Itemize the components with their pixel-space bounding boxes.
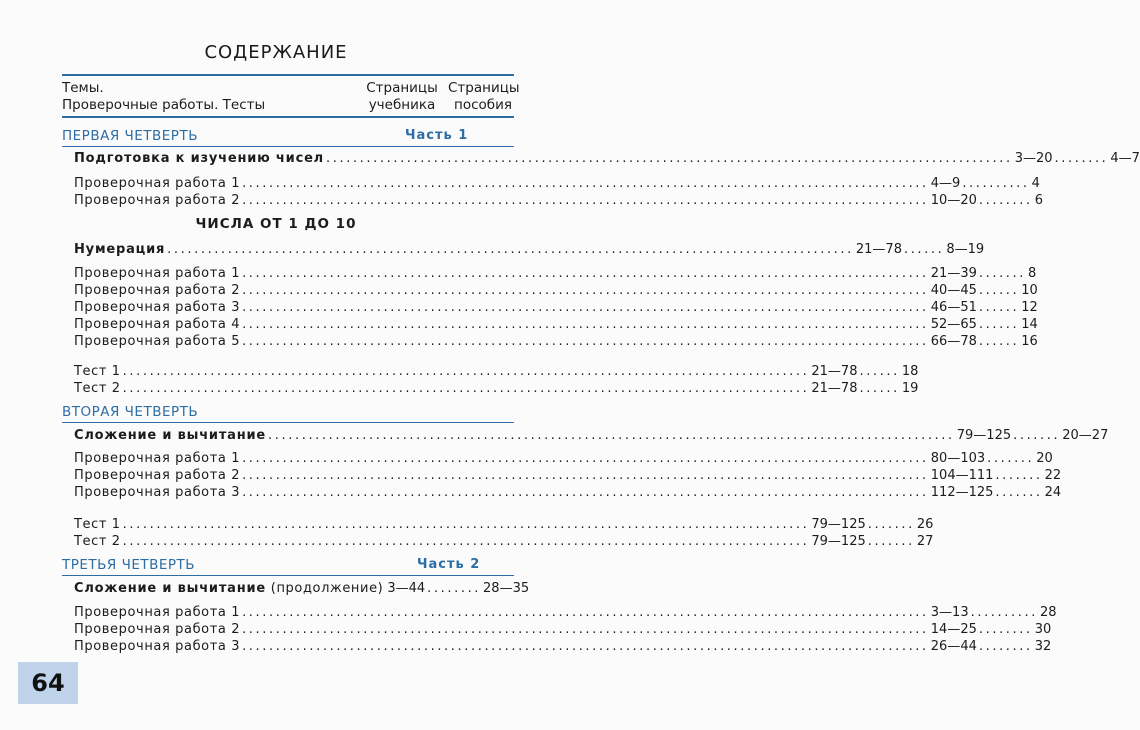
workbook-pages: 12 bbox=[1021, 300, 1038, 315]
workbook-pages: 14 bbox=[1021, 317, 1038, 332]
leader-dots bbox=[123, 517, 810, 532]
toc-row-label: Сложение и вычитание bbox=[74, 581, 267, 596]
toc-row-label: Проверочная работа 4 bbox=[74, 317, 241, 332]
leader-dots-2: ........ bbox=[978, 622, 1033, 637]
toc-row bbox=[74, 282, 1038, 298]
textbook-pages: 26—44 bbox=[930, 639, 977, 654]
leader-dots-2: .......... bbox=[962, 176, 1030, 191]
toc-row-label-suffix: (продолжение) bbox=[266, 581, 384, 596]
leader-dots-2: ........ bbox=[427, 581, 482, 596]
leader-dots-2: ...... bbox=[859, 364, 900, 379]
part-1-label: Часть 1 bbox=[405, 128, 469, 143]
toc-row bbox=[74, 192, 1044, 208]
textbook-pages: 52—65 bbox=[930, 317, 977, 332]
textbook-pages: 112—125 bbox=[930, 485, 994, 500]
workbook-pages: 4—7 bbox=[1110, 151, 1140, 166]
leader-dots bbox=[242, 266, 929, 281]
toc-row-label: Проверочная работа 2 bbox=[74, 193, 241, 208]
toc-row bbox=[74, 363, 919, 379]
leader-dots bbox=[123, 364, 810, 379]
toc-row-label: Сложение и вычитание bbox=[74, 428, 267, 443]
header-tests-label: Проверочные работы. Тесты bbox=[62, 97, 266, 113]
workbook-pages: 6 bbox=[1034, 193, 1044, 208]
leader-dots-2: ........ bbox=[978, 193, 1033, 208]
toc-row bbox=[74, 316, 1038, 332]
textbook-pages: 40—45 bbox=[930, 283, 977, 298]
toc-row bbox=[74, 175, 1040, 191]
toc-row bbox=[74, 484, 1062, 500]
workbook-pages: 20—27 bbox=[1062, 428, 1109, 443]
workbook-pages: 10 bbox=[1021, 283, 1038, 298]
leader-dots bbox=[242, 639, 929, 654]
workbook-pages: 8 bbox=[1028, 266, 1037, 281]
textbook-pages: 79—125 bbox=[811, 517, 866, 532]
leader-dots-2: ...... bbox=[859, 381, 900, 396]
leader-dots bbox=[242, 193, 929, 208]
leader-dots bbox=[242, 283, 929, 298]
leader-dots-2: ....... bbox=[995, 485, 1043, 500]
textbook-pages: 21—78 bbox=[811, 364, 858, 379]
leader-dots-2: ....... bbox=[987, 451, 1035, 466]
toc-row-label: Проверочная работа 3 bbox=[74, 485, 241, 500]
workbook-pages: 30 bbox=[1034, 622, 1052, 637]
leader-dots-2: ...... bbox=[978, 317, 1020, 332]
workbook-pages: 8—19 bbox=[946, 242, 985, 257]
header-workbook-pages bbox=[448, 80, 518, 114]
header-topics bbox=[62, 80, 265, 114]
textbook-pages: 21—78 bbox=[811, 381, 858, 396]
toc-row bbox=[74, 333, 1038, 349]
toc-row-label: Проверочная работа 2 bbox=[74, 468, 241, 483]
textbook-pages: 10—20 bbox=[930, 193, 977, 208]
leader-dots-2: ...... bbox=[978, 334, 1020, 349]
workbook-pages: 26 bbox=[916, 517, 934, 532]
header-bottom-rule bbox=[62, 116, 514, 118]
leader-dots-2: ....... bbox=[978, 266, 1027, 281]
leader-dots bbox=[242, 605, 929, 620]
toc-row bbox=[74, 580, 530, 596]
leader-dots bbox=[242, 300, 929, 315]
toc-row-label: Проверочная работа 3 bbox=[74, 639, 241, 654]
toc-row bbox=[74, 299, 1038, 315]
workbook-pages: 19 bbox=[901, 381, 919, 396]
textbook-pages: 66—78 bbox=[930, 334, 977, 349]
leader-dots-2: ........ bbox=[1054, 151, 1109, 166]
leader-dots-2: ...... bbox=[903, 242, 945, 257]
textbook-pages: 104—111 bbox=[930, 468, 994, 483]
toc-row-label: Проверочная работа 1 bbox=[74, 605, 241, 620]
toc-row-label: Подготовка к изучению чисел bbox=[74, 151, 325, 166]
leader-dots bbox=[242, 451, 929, 466]
leader-dots bbox=[242, 468, 929, 483]
header-workbook-line1: Страницы bbox=[448, 80, 520, 96]
textbook-pages: 3—20 bbox=[1014, 151, 1053, 166]
textbook-pages: 3—44 bbox=[387, 581, 426, 596]
leader-dots bbox=[268, 428, 955, 443]
textbook-pages: 3—13 bbox=[930, 605, 969, 620]
toc-row bbox=[74, 533, 934, 549]
header-textbook-line1: Страницы bbox=[366, 80, 438, 96]
textbook-pages: 14—25 bbox=[930, 622, 977, 637]
toc-row-label: Тест 1 bbox=[74, 364, 121, 379]
workbook-pages: 22 bbox=[1044, 468, 1062, 483]
workbook-pages: 18 bbox=[901, 364, 919, 379]
workbook-pages: 27 bbox=[916, 534, 934, 549]
textbook-pages: 21—39 bbox=[930, 266, 977, 281]
workbook-pages: 4 bbox=[1031, 176, 1040, 191]
toc-row bbox=[74, 265, 1037, 281]
workbook-pages: 20 bbox=[1036, 451, 1053, 466]
leader-dots bbox=[123, 381, 810, 396]
textbook-pages: 21—78 bbox=[855, 242, 902, 257]
toc-row bbox=[74, 241, 985, 257]
leader-dots bbox=[326, 151, 1013, 166]
toc-row bbox=[74, 380, 919, 396]
workbook-pages: 28—35 bbox=[483, 581, 530, 596]
toc-row-label: Проверочная работа 1 bbox=[74, 266, 241, 281]
quarter-3-title: ТРЕТЬЯ ЧЕТВЕРТЬ bbox=[62, 557, 196, 573]
leader-dots-2: ....... bbox=[995, 468, 1043, 483]
toc-row bbox=[74, 467, 1062, 483]
leader-dots bbox=[242, 622, 929, 637]
toc-row-label: Проверочная работа 2 bbox=[74, 283, 241, 298]
part-2-label: Часть 2 bbox=[417, 557, 481, 572]
workbook-pages: 28 bbox=[1039, 605, 1057, 620]
textbook-pages: 79—125 bbox=[811, 534, 866, 549]
quarter-2-title: ВТОРАЯ ЧЕТВЕРТЬ bbox=[62, 404, 199, 420]
leader-dots-2: ........ bbox=[978, 639, 1033, 654]
textbook-pages: 46—51 bbox=[930, 300, 977, 315]
toc-row-label: Тест 2 bbox=[74, 381, 121, 396]
toc-row-label: Проверочная работа 1 bbox=[74, 451, 241, 466]
quarter-3-rule bbox=[62, 575, 514, 576]
toc-row bbox=[74, 638, 1052, 654]
leader-dots-2: ...... bbox=[978, 300, 1020, 315]
leader-dots-2: ....... bbox=[1013, 428, 1061, 443]
toc-row-label: Проверочная работа 1 bbox=[74, 176, 241, 191]
header-top-rule bbox=[62, 74, 514, 76]
leader-dots bbox=[242, 317, 929, 332]
page-number: 64 bbox=[18, 662, 78, 704]
quarter-1-rule bbox=[62, 146, 514, 147]
leader-dots-2: .......... bbox=[970, 605, 1038, 620]
toc-row bbox=[74, 621, 1052, 637]
toc-row bbox=[74, 516, 934, 532]
header-topics-label: Темы. bbox=[62, 80, 104, 96]
quarter-2-rule bbox=[62, 422, 514, 423]
leader-dots bbox=[123, 534, 810, 549]
workbook-pages: 24 bbox=[1044, 485, 1062, 500]
toc-row-label: Нумерация bbox=[74, 242, 166, 257]
page-title: СОДЕРЖАНИЕ bbox=[204, 42, 348, 63]
textbook-pages: 4—9 bbox=[930, 176, 961, 191]
leader-dots bbox=[167, 242, 854, 257]
leader-dots bbox=[242, 485, 929, 500]
workbook-pages: 32 bbox=[1034, 639, 1052, 654]
toc-row bbox=[74, 150, 1140, 166]
workbook-pages: 16 bbox=[1021, 334, 1038, 349]
textbook-pages: 79—125 bbox=[956, 428, 1012, 443]
toc-row bbox=[74, 450, 1053, 466]
quarter-1-title: ПЕРВАЯ ЧЕТВЕРТЬ bbox=[62, 128, 198, 144]
header-workbook-line2: пособия bbox=[454, 97, 512, 113]
toc-row bbox=[74, 427, 1109, 443]
toc-row bbox=[74, 604, 1057, 620]
leader-dots-2: ....... bbox=[867, 517, 915, 532]
toc-row-label: Проверочная работа 5 bbox=[74, 334, 241, 349]
header-textbook-line2: учебника bbox=[368, 97, 436, 113]
header-textbook-pages bbox=[362, 80, 442, 114]
textbook-pages: 80—103 bbox=[930, 451, 986, 466]
toc-row-label: Тест 2 bbox=[74, 534, 121, 549]
leader-dots-2: ...... bbox=[978, 283, 1020, 298]
toc-row-label: Проверочная работа 3 bbox=[74, 300, 241, 315]
toc-row-label: Тест 1 bbox=[74, 517, 121, 532]
leader-dots bbox=[242, 176, 929, 191]
leader-dots bbox=[242, 334, 929, 349]
toc-row-label: Проверочная работа 2 bbox=[74, 622, 241, 637]
section-title: ЧИСЛА ОТ 1 ДО 10 bbox=[195, 216, 357, 232]
leader-dots-2: ....... bbox=[867, 534, 915, 549]
